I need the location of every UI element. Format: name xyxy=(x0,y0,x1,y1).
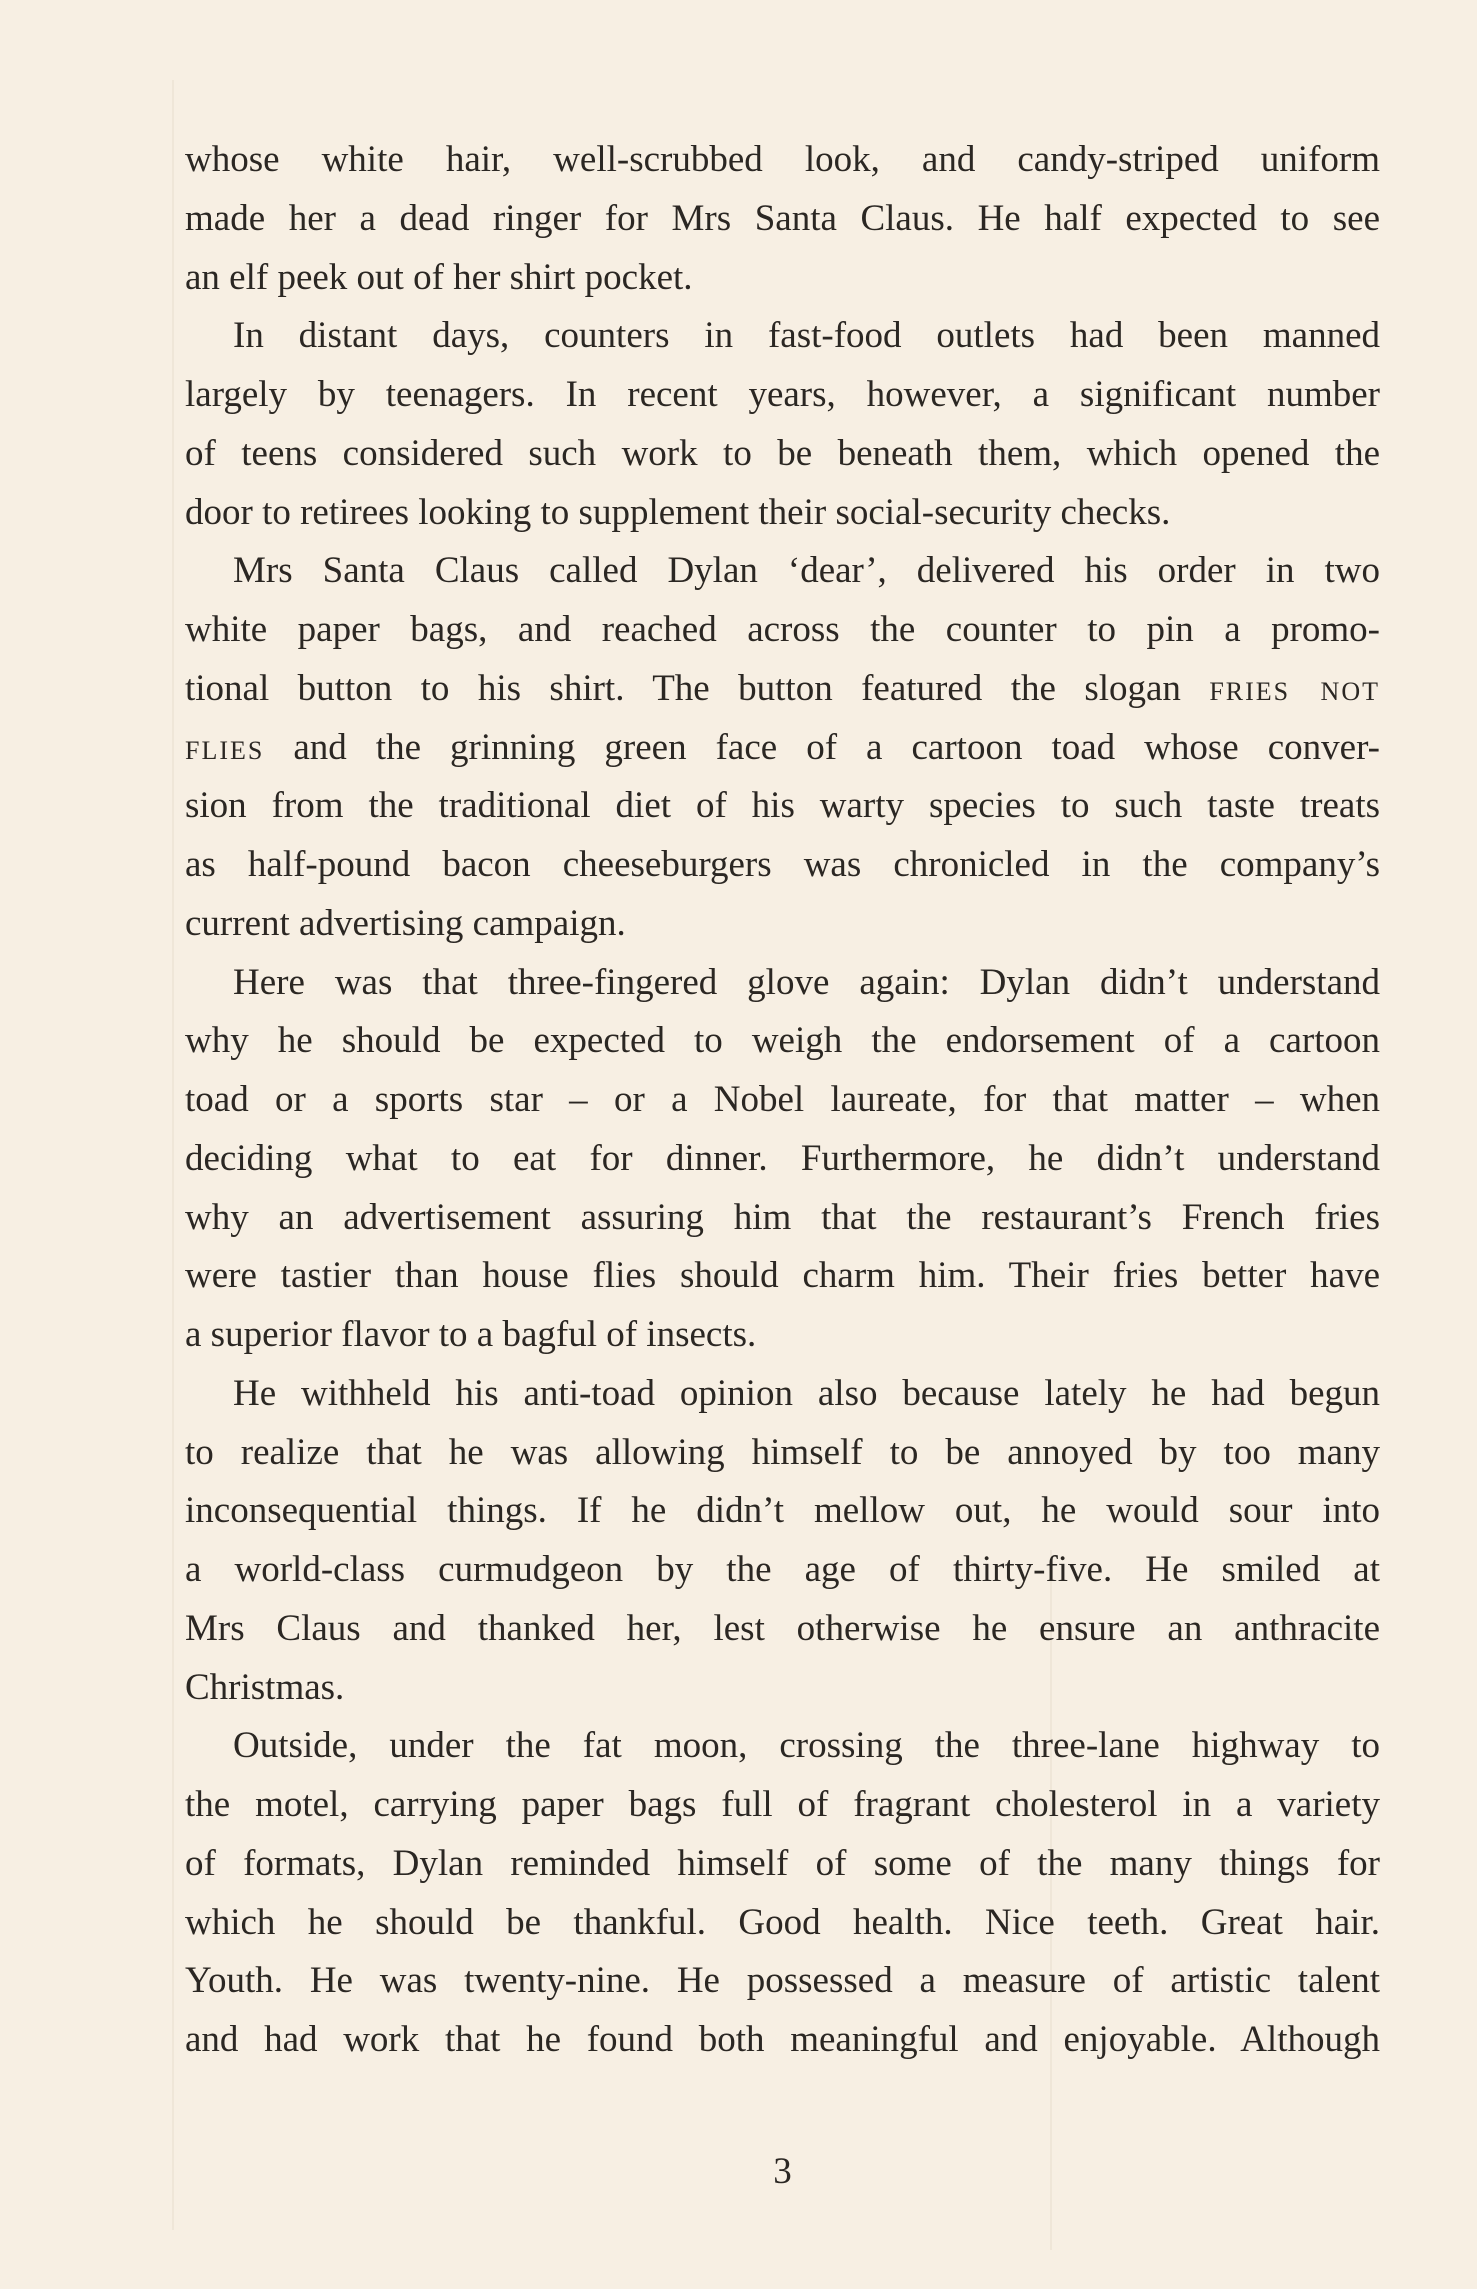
text-line: of teens considered such work to be beneath them, which opened the xyxy=(185,432,1380,474)
text-line: made her a dead ringer for Mrs Santa Claus. He half expected to see xyxy=(185,197,1380,239)
text-line: Outside, under the fat moon, crossing the three-lane highway to xyxy=(233,1725,1380,1767)
text-line: a world-class curmudgeon by the age of thirty-five. He smiled at xyxy=(185,1549,1380,1590)
text-line: were tastier than house flies should charm him. Their fries better have xyxy=(185,1255,1380,1297)
text-line: Mrs Santa Claus called Dylan ‘dear’, delivered his order in two xyxy=(233,550,1380,592)
text-line: why he should be expected to weigh the endorsement of a cartoon xyxy=(185,1020,1380,1062)
text-line: as half-pound bacon cheeseburgers was chronicled in the company’s xyxy=(185,844,1380,885)
paragraph xyxy=(185,1717,1380,2070)
text-line xyxy=(185,660,1380,719)
text-line: largely by teenagers. In recent years, however, a significant number xyxy=(185,374,1380,415)
paragraph xyxy=(185,131,1380,307)
text-segment: and the grinning green face of a cartoon toad whose conver- xyxy=(264,726,1380,768)
text-line: why an advertisement assuring him that the restaurant’s French fries xyxy=(185,1196,1380,1238)
text-line xyxy=(185,719,1380,778)
text-line: whose white hair, well-scrubbed look, and candy-striped uniform xyxy=(185,139,1380,180)
text-line: In distant days, counters in fast-food outlets had been manned xyxy=(233,315,1380,357)
text-line: Mrs Claus and thanked her, lest otherwise he ensure an anthracite xyxy=(185,1607,1380,1649)
text-line: Youth. He was twenty-nine. He possessed a measure of artistic talent xyxy=(185,1960,1380,2002)
paragraph xyxy=(185,954,1380,1365)
text-line: inconsequential things. If he didn’t mellow out, he would sour into xyxy=(185,1490,1380,1532)
text-line: which he should be thankful. Good health. Nice teeth. Great hair. xyxy=(185,1901,1380,1943)
text-line: to realize that he was allowing himself to be annoyed by too many xyxy=(185,1431,1380,1473)
text-line: deciding what to eat for dinner. Furthermore, he didn’t understand xyxy=(185,1137,1380,1179)
text-line: and had work that he found both meaningful and enjoyable. Although xyxy=(185,2019,1380,2060)
text-line: an elf peek out of her shirt pocket. xyxy=(185,256,693,298)
text-line: door to retirees looking to supplement their social-security checks. xyxy=(185,491,1171,533)
text-line: sion from the traditional diet of his warty species to such taste treats xyxy=(185,785,1380,827)
paragraph xyxy=(185,307,1380,542)
paragraph xyxy=(185,1365,1380,1718)
small-caps-slogan: flies xyxy=(185,726,265,768)
text-line: the motel, carrying paper bags full of fragrant cholesterol in a variety xyxy=(185,1784,1380,1825)
text-line: He withheld his anti-toad opinion also because lately he had begun xyxy=(233,1372,1380,1414)
text-line: Christmas. xyxy=(185,1666,345,1708)
paragraph xyxy=(185,542,1380,953)
text-line: current advertising campaign. xyxy=(185,902,626,944)
text-line: a superior flavor to a bagful of insects. xyxy=(185,1314,757,1355)
body-text xyxy=(185,131,1380,2070)
text-line: toad or a sports star – or a Nobel laureate, for that matter – when xyxy=(185,1079,1380,1120)
text-line: Here was that three-fingered glove again: Dylan didn’t understand xyxy=(233,961,1380,1003)
text-segment: tional button to his shirt. The button featured the slogan xyxy=(185,667,1210,709)
text-line: of formats, Dylan reminded himself of some of the many things for xyxy=(185,1842,1380,1884)
paper-crease xyxy=(172,80,174,2230)
text-line: white paper bags, and reached across the counter to pin a promo- xyxy=(185,609,1380,650)
small-caps-slogan: fries not xyxy=(1209,667,1380,709)
page-number: 3 xyxy=(773,2151,792,2192)
